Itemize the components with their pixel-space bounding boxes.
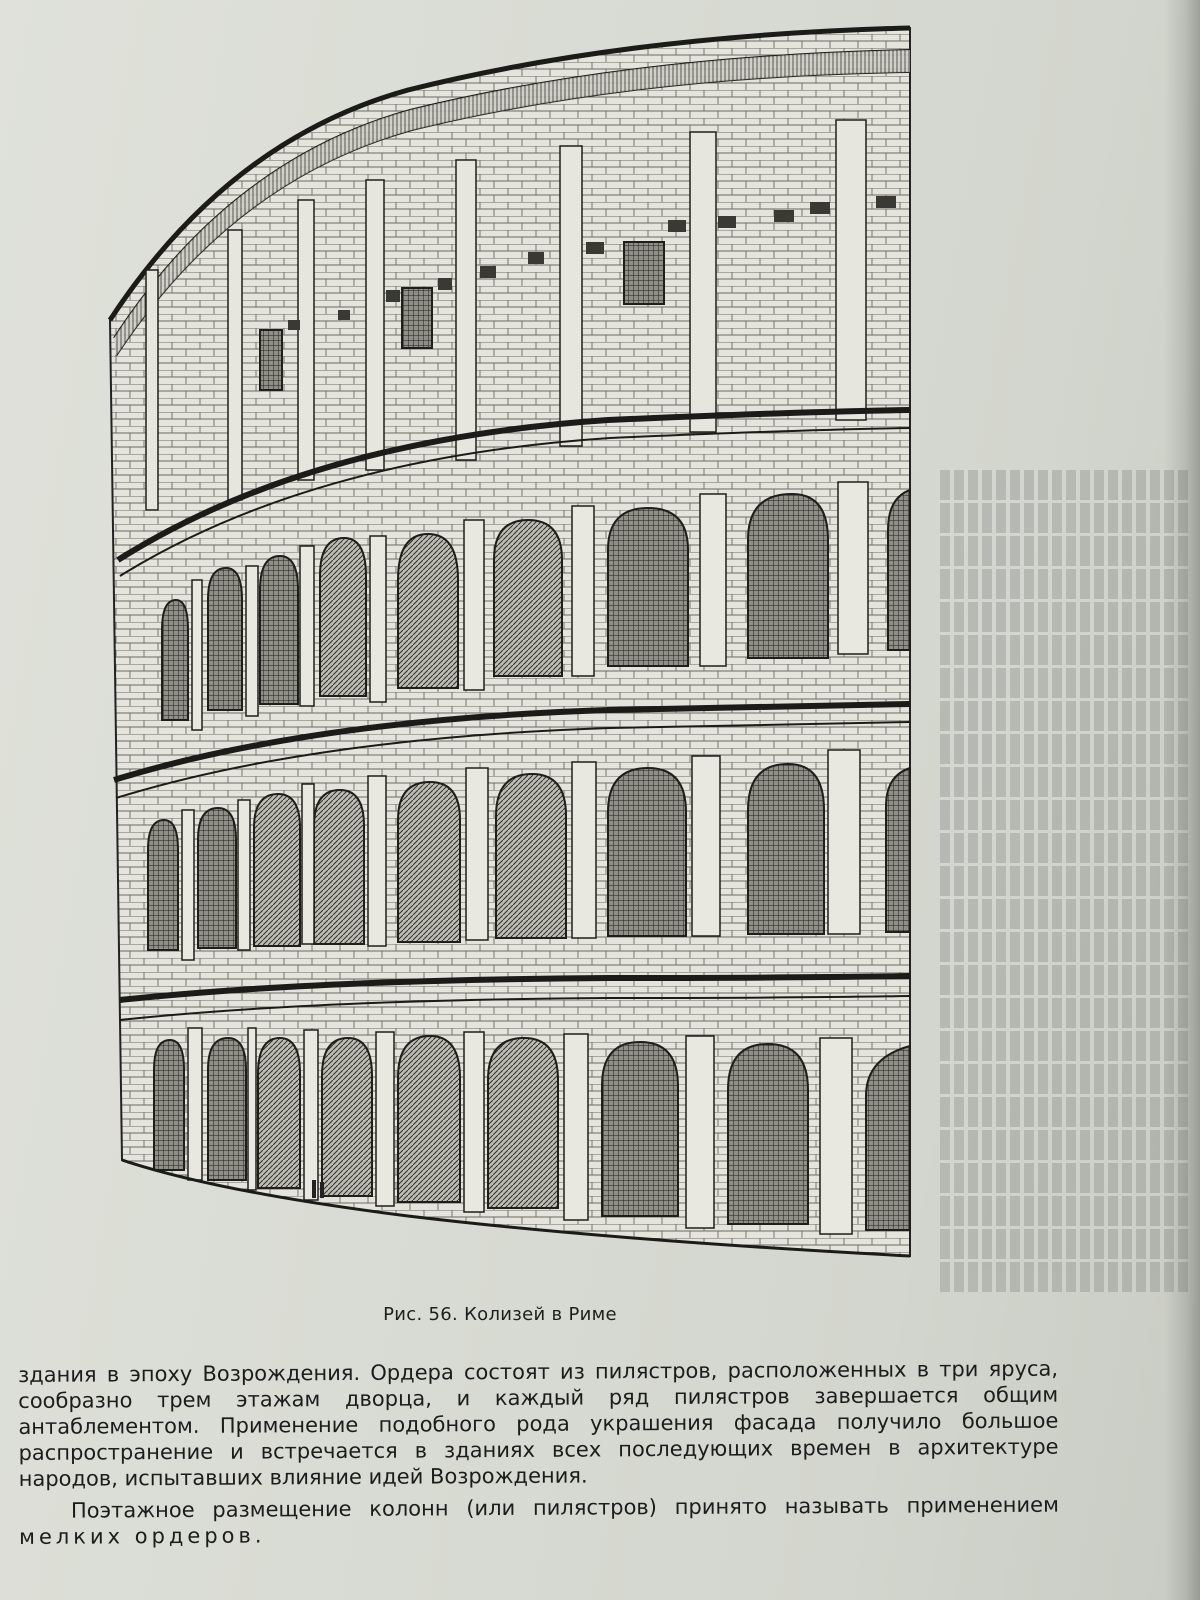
page-edge-shadow: [1164, 0, 1200, 1600]
paragraph-end: .: [254, 1523, 262, 1548]
colosseum-illustration: [108, 20, 934, 1280]
figure-caption: Рис. 56. Колизей в Риме: [383, 1304, 617, 1325]
paragraph: здания в эпоху Возрождения. Ордера состоят из пилястров, расположенных в три яруса, сообразно трем этажам дворца, и каждый ряд пилястров завершается общим антаблементом. Применение подобного рода украшения фасада получило большое распространение и встречается в зданиях всех последующих времен в архитектуре народов, испытавших влияние идей Возрождения.: [18, 1356, 1059, 1491]
body-text: [18, 1356, 1059, 1550]
show-through-text: [940, 470, 1190, 1310]
paragraph-text: Поэтажное размещение колонн (или пилястров) принято называть применением: [70, 1492, 1059, 1523]
paragraph: [19, 1492, 1059, 1550]
emphasized-term: мелких ордеров: [18, 1523, 255, 1549]
